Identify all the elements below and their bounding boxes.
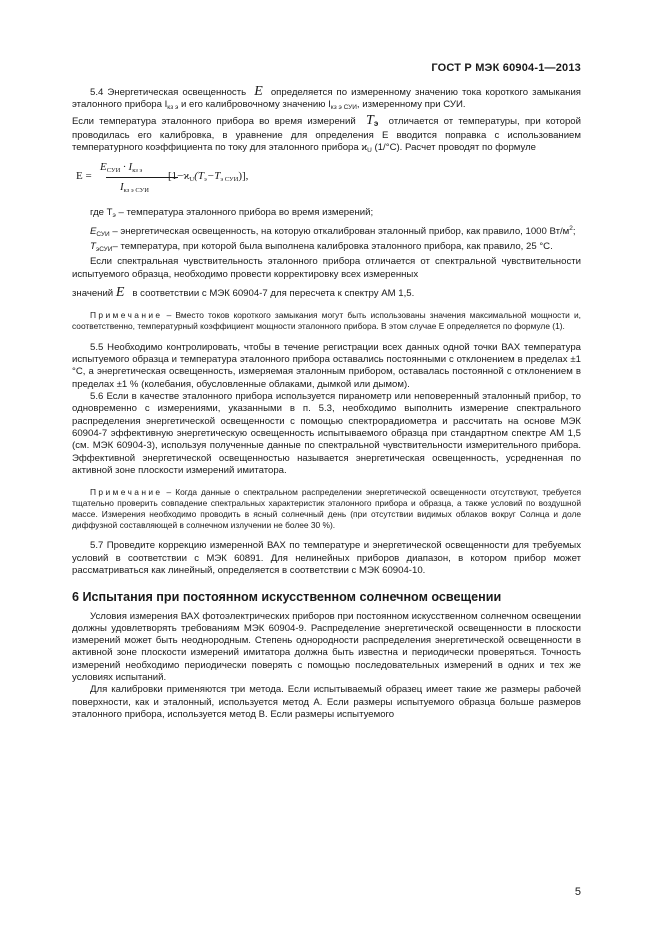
spacer bbox=[72, 604, 581, 611]
text-run: , измеренному при СУИ. bbox=[356, 99, 466, 111]
text-run: и его калибровочному значению I bbox=[181, 99, 331, 111]
formula-lhs: E = bbox=[76, 170, 92, 183]
note-1 bbox=[72, 310, 581, 332]
text-run: – энергетическая освещенность, на которую откалиброван эталонный прибор, как правило, 1000 Вт/м bbox=[109, 225, 570, 237]
subscript: U bbox=[189, 176, 195, 184]
text-run: – температура эталонного прибора во время измерений; bbox=[115, 207, 374, 219]
text-run: Если температура эталонного прибора во время измерений bbox=[72, 115, 356, 127]
note-label: Примечание bbox=[90, 310, 163, 321]
formula-num-mid: · I bbox=[120, 161, 133, 174]
symbol-e: E bbox=[254, 84, 263, 99]
where-2 bbox=[72, 223, 581, 241]
text-run: ; bbox=[572, 225, 576, 237]
note-2 bbox=[72, 487, 581, 530]
sec54-p4 bbox=[72, 284, 581, 300]
subscript: эСУИ bbox=[95, 246, 113, 254]
where-1 bbox=[72, 207, 581, 222]
subscript: кз э СУИ bbox=[123, 187, 149, 195]
text-run: E bbox=[90, 225, 97, 237]
section-6-heading: 6 Испытания при постоянном искусственном солнечном освещении bbox=[72, 590, 502, 605]
formula-part: [1−ϰ bbox=[168, 170, 190, 183]
formula-part: )], bbox=[238, 170, 249, 183]
symbol-t: T bbox=[366, 112, 374, 128]
text-run: в соответствии с МЭК 60904-7 для пересчета к спектру АМ 1,5. bbox=[132, 287, 415, 299]
spacer bbox=[72, 577, 581, 591]
subscript: кз э bbox=[167, 104, 179, 112]
sec56-p: 5.6 Если в качестве эталонного прибора используется пиранометр или неповеренный эталонный прибор, то одновременно с измерениями, указанными в п. 5.3, необходимо выполнить измерение спектрального распределения энергетической освещенности с помощью спектрорадиометра и рассчитать на основе МЭК 60904-7 эффективную энергетическую освещенность испытываемого образца при стандартном спектре АМ 1,5 (см. МЭК 60904-3), используя полученные данные по спектральной чувствительности измерительного прибора. Эффективной энергетической освещенностью называется энергетическая освещенность, усредненная по активной зоне плоскости измерений имитатора. bbox=[72, 391, 581, 476]
text-run: значений bbox=[72, 287, 114, 299]
formula-numerator bbox=[100, 161, 142, 177]
where-3 bbox=[72, 241, 581, 256]
formula-den-var: I bbox=[120, 181, 124, 194]
text-run: – температура, при которой была выполнена калибровка эталонного прибора, как правило, 25 °С. bbox=[112, 241, 553, 253]
sec57-p: 5.7 Проведите коррекцию измеренной ВАХ по температуре и энергетической освещенности для требуемых условий в соответствии с МЭК 60891. Для нелинейных приборов диапазон, в котором прибор может рассматриваться как линейный, определяется в соответствии с МЭК 60904-10. bbox=[72, 540, 581, 576]
text-run: отличается от температуры, при которой проводилась его калибровка, в уравнение для определения E вводится поправка с использованием температурного коэффициента по току для эталонного прибора ϰ bbox=[72, 115, 581, 154]
subscript: U bbox=[367, 147, 372, 155]
subscript: кз э bbox=[132, 167, 143, 175]
subscript: СУИ bbox=[106, 167, 121, 175]
note-label: Примечание bbox=[90, 487, 163, 498]
text-run: (1/°С). Расчет проводят по формуле bbox=[374, 142, 537, 154]
formula-denominator bbox=[120, 181, 149, 197]
text-run: определяется по измеренному значению тока короткого замыкания эталонного прибора I bbox=[72, 87, 582, 111]
text-run: где T bbox=[90, 207, 113, 219]
spacer bbox=[72, 477, 581, 487]
sec54-p3: Если спектральная чувствительность эталонного прибора отличается от спектральной чувствительности испытуемого образца, необходимо провести корректировку всех измеренных bbox=[72, 256, 581, 280]
subscript: э СУИ bbox=[220, 176, 239, 184]
superscript: 2 bbox=[569, 224, 573, 232]
formula-rest bbox=[168, 170, 248, 186]
text-run: 5.4 Энергетическая освещенность bbox=[90, 87, 247, 98]
subscript: кз э СУИ bbox=[330, 104, 357, 112]
sec55-p: 5.5 Необходимо контролировать, чтобы в течение регистрации всех данных одной точки ВАХ температура испытуемого образца и температура эталонного прибора оставались постоянными с отклонением в пределах ±1 °С, а энергетическая освещенность, измеряемая эталонным прибором, оставалась постоянной с отклонением в пределах ±1 % (колебания, обусловленные облаками, дымкой или дымом). bbox=[72, 341, 581, 390]
subscript: э bbox=[204, 176, 207, 184]
note-text: – Вместо токов короткого замыкания могут быть использованы значения максимальной мощности и, соответственно, температурный коэффициент мощности эталонного прибора. В этом случае E определяется по формуле (1). bbox=[72, 310, 581, 332]
sec6-p1: Условия измерения ВАХ фотоэлектрических приборов при постоянном искусственном солнечном освещении должны удовлетворять требованиям МЭК 60904-9. Распределение энергетической освещенности в плоскости измерений может быть неоднородным. Степень однородности распределения энергетической освещенности в активной зоне плоскости измерений имитатора должна быть известна и периодически проверяться. Точность измерений необходимо периодически поверять с помощью последовательных измерений в одних и тех же условиях испытаний. bbox=[72, 610, 581, 683]
subscript: СУИ bbox=[96, 230, 110, 238]
spacer bbox=[72, 332, 581, 342]
standard-header: ГОСТ Р МЭК 60904-1—2013 bbox=[431, 62, 581, 74]
sec6-p2: Для калибровки применяются три метода. Если испытываемый образец имеет такие же размеры рабочей поверхности, как и эталонный, используется метод А. Если размеры испытуемого образца больше размеров эталонного прибора, используется метод В. Если размеры испытуемого bbox=[72, 684, 581, 720]
page-content bbox=[72, 86, 581, 721]
sec54-p2 bbox=[72, 112, 581, 158]
formula-num-var: E bbox=[100, 161, 107, 174]
symbol-e: E bbox=[115, 284, 125, 300]
text-run: T bbox=[90, 241, 96, 253]
formula-part: (T bbox=[194, 170, 205, 183]
formula-1 bbox=[76, 161, 581, 201]
subscript: э bbox=[112, 212, 116, 220]
page-number: 5 bbox=[574, 886, 581, 898]
spacer bbox=[72, 300, 581, 310]
formula-part: −T bbox=[206, 170, 221, 183]
sec54-p1 bbox=[72, 86, 581, 115]
subscript: э bbox=[373, 118, 379, 128]
spacer bbox=[72, 530, 581, 540]
note-text: – Когда данные о спектральном распределении энергетической освещенности отсутствуют, требуется тщательно проверить совпадение спектральных характеристик эталонного прибора и образца, а также условий по воздушной массе. Измерения необходимо проводить в ясный солнечный день (при отсутствии видимых облаков вокруг Солнца и доле диффузной составляющей в солнечном излучении не более 30 %). bbox=[72, 487, 581, 530]
